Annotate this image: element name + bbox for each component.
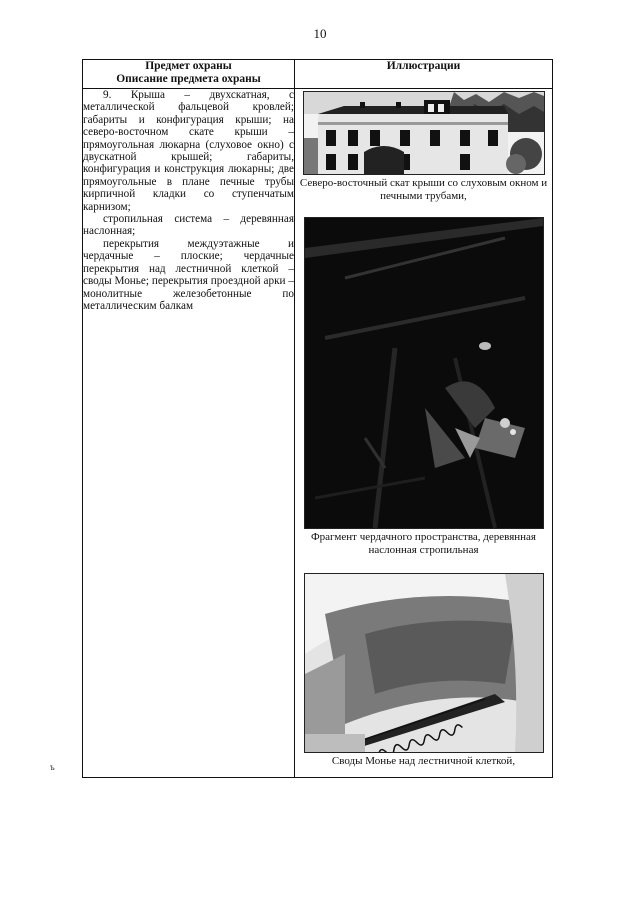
header-subject-of-protection [83,60,295,89]
header-left-line2: Описание предмета охраны [116,73,261,85]
protection-table [82,59,553,778]
paragraph-rafters: стропильная система – деревянная наслонная; [83,213,294,238]
paragraph-floors: перекрытия междуэтажные и чердачные – плоские; чердачные перекрытия над лестничной клеткой – своды Монье; перекрытия проездной арки – монолитные железобетонные по металлическим балкам [83,237,294,312]
header-illustrations: Иллюстрации [295,60,553,89]
description-cell [83,89,295,778]
building-facade-photo [303,91,545,175]
scan-speck: ъ [50,762,55,772]
caption-vaults: Своды Монье над лестничной клеткой, [331,755,516,767]
paragraph-roof: 9. Крыша – двухскатная, с металлической фальцевой кровлей; габариты и конфигурация крыши; на северо-восточном скате крыши – прямоугольная люкарна (слуховое окно) с двускатной крышей; габариты, конфигурация и конструкция люкарны; две прямоугольные в плане печные трубы кирпичной кладки со ступенчатым карнизом; [83,89,294,213]
table-header-row [83,60,553,89]
attic-interior-photo [304,217,544,529]
illustrations-cell [295,89,553,778]
header-left-line1: Предмет охраны [145,60,232,72]
table-row [83,89,553,778]
caption-facade: Северо-восточный скат крыши со слуховым окном и печными трубами, [299,177,548,202]
page-number: 10 [313,26,327,41]
caption-attic: Фрагмент чердачного пространства, деревянная наслонная стропильная [310,531,536,556]
monier-vaults-photo [304,573,544,753]
